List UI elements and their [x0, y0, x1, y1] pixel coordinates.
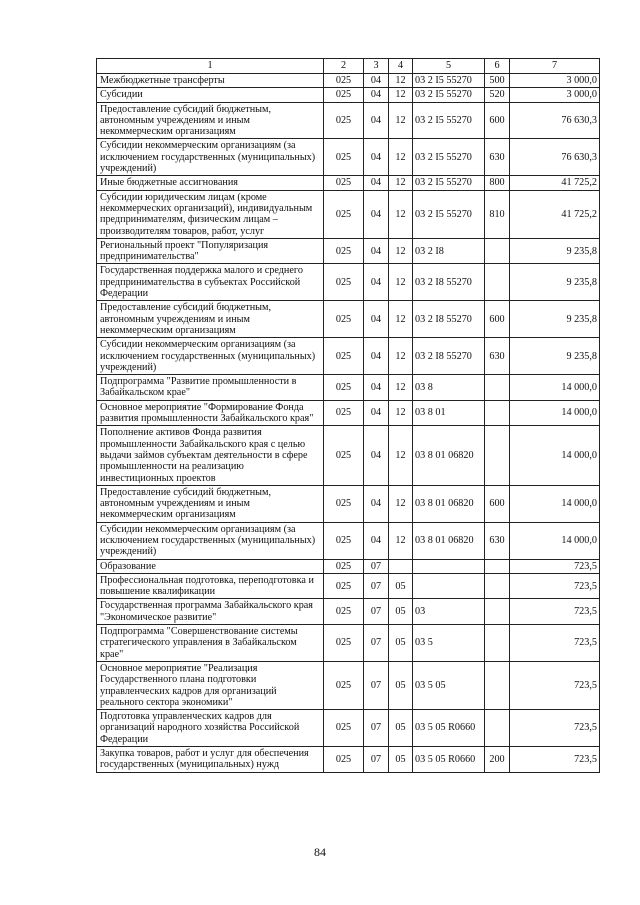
row-ministry-code: 025	[324, 599, 364, 625]
row-subsection: 12	[389, 426, 413, 485]
row-ministry-code: 025	[324, 88, 364, 102]
row-target-article: 03 8	[413, 375, 485, 401]
row-subsection: 12	[389, 88, 413, 102]
row-target-article: 03 2 I5 55270	[413, 102, 485, 139]
row-subsection: 12	[389, 522, 413, 559]
row-section: 07	[364, 710, 389, 747]
row-amount: 723,5	[510, 661, 600, 709]
table-row	[97, 747, 600, 773]
row-name: Межбюджетные трансферты	[97, 74, 324, 88]
row-amount: 41 725,2	[510, 190, 600, 238]
row-expense-type: 600	[485, 102, 510, 139]
row-section: 07	[364, 599, 389, 625]
table-row	[97, 710, 600, 747]
row-name: Региональный проект "Популяризация предпринимательства"	[97, 238, 324, 264]
table-row	[97, 176, 600, 190]
row-section: 04	[364, 264, 389, 301]
table-row	[97, 301, 600, 338]
row-section: 04	[364, 238, 389, 264]
row-name: Подпрограмма "Совершенствование системы стратегического управления в Забайкальском крае"	[97, 625, 324, 662]
row-subsection: 12	[389, 485, 413, 522]
row-name: Пополнение активов Фонда развития промышленности Забайкальского края с целью выдачи займов субъектам деятельности в сфере промышленности на реализацию инвестиционных проектов	[97, 426, 324, 485]
row-section: 04	[364, 485, 389, 522]
row-subsection: 12	[389, 190, 413, 238]
table-row	[97, 573, 600, 599]
budget-table-container	[96, 58, 599, 773]
row-name: Субсидии некоммерческим организациям (за исключением государственных (муниципальных) учреждений)	[97, 139, 324, 176]
row-target-article: 03 2 I8 55270	[413, 264, 485, 301]
row-amount: 9 235,8	[510, 264, 600, 301]
row-expense-type	[485, 599, 510, 625]
row-amount: 14 000,0	[510, 522, 600, 559]
row-subsection: 12	[389, 400, 413, 426]
row-target-article: 03 5 05 R0660	[413, 747, 485, 773]
row-section: 04	[364, 375, 389, 401]
table-row	[97, 190, 600, 238]
table-row	[97, 139, 600, 176]
row-subsection: 12	[389, 301, 413, 338]
row-expense-type	[485, 238, 510, 264]
row-ministry-code: 025	[324, 338, 364, 375]
page-number: 84	[314, 845, 326, 859]
row-name: Иные бюджетные ассигнования	[97, 176, 324, 190]
row-ministry-code: 025	[324, 710, 364, 747]
row-ministry-code: 025	[324, 661, 364, 709]
table-row	[97, 426, 600, 485]
row-expense-type: 600	[485, 485, 510, 522]
row-amount: 9 235,8	[510, 238, 600, 264]
row-ministry-code: 025	[324, 301, 364, 338]
row-expense-type	[485, 264, 510, 301]
row-expense-type: 500	[485, 74, 510, 88]
row-name: Предоставление субсидий бюджетным, автономным учреждениям и иным некоммерческим организациям	[97, 301, 324, 338]
row-expense-type	[485, 426, 510, 485]
col-header-amount: 7	[510, 59, 600, 74]
row-target-article: 03 2 I5 55270	[413, 88, 485, 102]
col-header-name: 1	[97, 59, 324, 74]
row-name: Субсидии некоммерческим организациям (за исключением государственных (муниципальных) учреждений)	[97, 338, 324, 375]
row-expense-type	[485, 625, 510, 662]
table-row	[97, 661, 600, 709]
row-amount: 9 235,8	[510, 301, 600, 338]
row-amount: 14 000,0	[510, 426, 600, 485]
table-row	[97, 74, 600, 88]
row-amount: 723,5	[510, 599, 600, 625]
row-subsection: 12	[389, 176, 413, 190]
table-row	[97, 485, 600, 522]
row-ministry-code: 025	[324, 102, 364, 139]
row-amount: 76 630,3	[510, 139, 600, 176]
row-ministry-code: 025	[324, 747, 364, 773]
row-section: 04	[364, 338, 389, 375]
row-amount: 723,5	[510, 559, 600, 573]
row-expense-type: 520	[485, 88, 510, 102]
row-subsection: 05	[389, 661, 413, 709]
row-name: Предоставление субсидий бюджетным, автономным учреждениям и иным некоммерческим организациям	[97, 102, 324, 139]
table-row	[97, 522, 600, 559]
budget-table	[96, 58, 600, 773]
row-subsection: 05	[389, 710, 413, 747]
row-amount: 3 000,0	[510, 88, 600, 102]
row-section: 04	[364, 426, 389, 485]
row-amount: 76 630,3	[510, 102, 600, 139]
row-name: Предоставление субсидий бюджетным, автономным учреждениям и иным некоммерческим организациям	[97, 485, 324, 522]
row-ministry-code: 025	[324, 426, 364, 485]
row-ministry-code: 025	[324, 139, 364, 176]
row-target-article: 03 5	[413, 625, 485, 662]
row-section: 04	[364, 522, 389, 559]
table-row	[97, 559, 600, 573]
row-section: 07	[364, 661, 389, 709]
row-amount: 723,5	[510, 710, 600, 747]
row-section: 04	[364, 400, 389, 426]
row-target-article: 03 2 I8 55270	[413, 301, 485, 338]
table-row	[97, 264, 600, 301]
row-ministry-code: 025	[324, 573, 364, 599]
row-section: 04	[364, 139, 389, 176]
row-target-article: 03 8 01 06820	[413, 485, 485, 522]
row-subsection: 05	[389, 573, 413, 599]
row-expense-type	[485, 559, 510, 573]
table-row	[97, 338, 600, 375]
table-row	[97, 102, 600, 139]
row-name: Основное мероприятие "Реализация Государственного плана подготовки управленческих кадров для организаций реального сектора экономики"	[97, 661, 324, 709]
row-subsection: 12	[389, 74, 413, 88]
row-target-article: 03 8 01 06820	[413, 426, 485, 485]
row-target-article: 03 8 01 06820	[413, 522, 485, 559]
row-target-article	[413, 559, 485, 573]
col-header-target-article: 5	[413, 59, 485, 74]
row-section: 07	[364, 625, 389, 662]
row-subsection: 12	[389, 238, 413, 264]
row-target-article: 03	[413, 599, 485, 625]
row-name: Образование	[97, 559, 324, 573]
row-subsection: 05	[389, 747, 413, 773]
row-amount: 723,5	[510, 573, 600, 599]
row-amount: 3 000,0	[510, 74, 600, 88]
row-amount: 14 000,0	[510, 400, 600, 426]
col-header-subsection: 4	[389, 59, 413, 74]
row-ministry-code: 025	[324, 485, 364, 522]
row-amount: 41 725,2	[510, 176, 600, 190]
row-section: 04	[364, 190, 389, 238]
row-target-article: 03 2 I8	[413, 238, 485, 264]
row-subsection: 12	[389, 102, 413, 139]
row-section: 04	[364, 102, 389, 139]
row-subsection: 12	[389, 139, 413, 176]
row-expense-type	[485, 710, 510, 747]
row-amount: 723,5	[510, 747, 600, 773]
row-expense-type: 800	[485, 176, 510, 190]
row-expense-type	[485, 375, 510, 401]
row-target-article: 03 5 05 R0660	[413, 710, 485, 747]
row-name: Профессиональная подготовка, переподготовка и повышение квалификации	[97, 573, 324, 599]
row-ministry-code: 025	[324, 522, 364, 559]
row-subsection: 05	[389, 625, 413, 662]
row-name: Закупка товаров, работ и услуг для обеспечения государственных (муниципальных) нужд	[97, 747, 324, 773]
row-ministry-code: 025	[324, 264, 364, 301]
row-expense-type: 200	[485, 747, 510, 773]
row-ministry-code: 025	[324, 625, 364, 662]
table-row	[97, 88, 600, 102]
row-section: 04	[364, 74, 389, 88]
row-amount: 9 235,8	[510, 338, 600, 375]
row-target-article: 03 2 I5 55270	[413, 176, 485, 190]
row-amount: 14 000,0	[510, 485, 600, 522]
row-target-article: 03 2 I5 55270	[413, 74, 485, 88]
row-expense-type	[485, 400, 510, 426]
row-ministry-code: 025	[324, 559, 364, 573]
row-section: 07	[364, 573, 389, 599]
row-ministry-code: 025	[324, 400, 364, 426]
row-subsection: 12	[389, 264, 413, 301]
row-ministry-code: 025	[324, 74, 364, 88]
row-expense-type	[485, 661, 510, 709]
row-ministry-code: 025	[324, 176, 364, 190]
row-target-article: 03 8 01	[413, 400, 485, 426]
table-row	[97, 599, 600, 625]
row-section: 07	[364, 747, 389, 773]
row-ministry-code: 025	[324, 375, 364, 401]
row-expense-type: 630	[485, 338, 510, 375]
row-target-article: 03 5 05	[413, 661, 485, 709]
row-target-article: 03 2 I8 55270	[413, 338, 485, 375]
row-expense-type: 600	[485, 301, 510, 338]
row-ministry-code: 025	[324, 190, 364, 238]
row-section: 07	[364, 559, 389, 573]
row-amount: 14 000,0	[510, 375, 600, 401]
row-target-article: 03 2 I5 55270	[413, 190, 485, 238]
row-target-article	[413, 573, 485, 599]
table-body	[97, 74, 600, 773]
row-target-article: 03 2 I5 55270	[413, 139, 485, 176]
col-header-expense-type: 6	[485, 59, 510, 74]
row-expense-type: 810	[485, 190, 510, 238]
row-name: Государственная поддержка малого и среднего предпринимательства в субъектах Российской Федерации	[97, 264, 324, 301]
table-row	[97, 238, 600, 264]
row-subsection: 05	[389, 599, 413, 625]
row-expense-type	[485, 573, 510, 599]
table-row	[97, 625, 600, 662]
col-header-ministry: 2	[324, 59, 364, 74]
row-name: Подготовка управленческих кадров для организаций народного хозяйства Российской Федерации	[97, 710, 324, 747]
row-subsection	[389, 559, 413, 573]
row-section: 04	[364, 301, 389, 338]
header-row	[97, 59, 600, 74]
table-row	[97, 375, 600, 401]
row-amount: 723,5	[510, 625, 600, 662]
row-subsection: 12	[389, 338, 413, 375]
row-name: Субсидии	[97, 88, 324, 102]
row-name: Основное мероприятие "Формирование Фонда развития промышленности Забайкальского края"	[97, 400, 324, 426]
row-name: Государственная программа Забайкальского края "Экономическое развитие"	[97, 599, 324, 625]
row-ministry-code: 025	[324, 238, 364, 264]
row-section: 04	[364, 88, 389, 102]
row-name: Субсидии юридическим лицам (кроме некоммерческих организаций), индивидуальным предпринимателям, физическим лицам – производителям товаров, работ, услуг	[97, 190, 324, 238]
table-row	[97, 400, 600, 426]
col-header-section: 3	[364, 59, 389, 74]
row-section: 04	[364, 176, 389, 190]
row-expense-type: 630	[485, 139, 510, 176]
row-name: Подпрограмма "Развитие промышленности в Забайкальском крае"	[97, 375, 324, 401]
row-name: Субсидии некоммерческим организациям (за исключением государственных (муниципальных) учреждений)	[97, 522, 324, 559]
row-expense-type: 630	[485, 522, 510, 559]
row-subsection: 12	[389, 375, 413, 401]
